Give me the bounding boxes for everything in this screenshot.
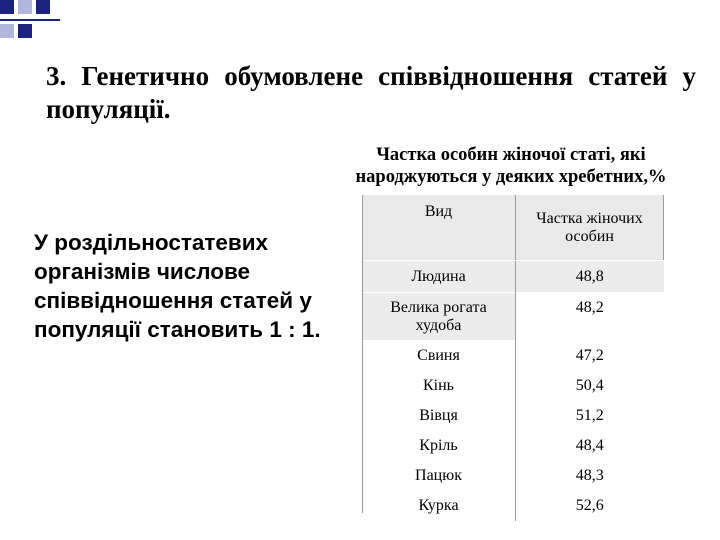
table-left-border — [362, 195, 363, 513]
table-row — [362, 461, 664, 491]
value-cell: 48,3 — [516, 461, 664, 491]
value-cell: 48,8 — [516, 261, 664, 293]
species-cell: Кінь — [362, 371, 516, 401]
table-row — [362, 431, 664, 461]
value-cell: 52,6 — [516, 491, 664, 521]
value-cell: 50,4 — [516, 371, 664, 401]
table-row — [362, 261, 664, 293]
species-cell: Свиня — [362, 341, 516, 371]
decor-square-dark — [0, 0, 14, 14]
species-cell: Велика рогата худоба — [362, 293, 516, 341]
table-row — [362, 401, 664, 431]
sex-ratio-table — [362, 195, 664, 521]
decor-square-light — [0, 24, 14, 38]
table-caption: Частка особин жіночої статі, які народжуються у деяких хребетних,% — [355, 145, 667, 187]
header-female-share: Частка жіночих особин — [516, 195, 664, 261]
slide-title: 3. Генетично обумовлене співвідношення статей у популяції. — [46, 61, 696, 124]
table-row — [362, 491, 664, 521]
decor-line — [0, 19, 60, 21]
species-cell: Пацюк — [362, 461, 516, 491]
table-row — [362, 293, 664, 341]
species-cell: Курка — [362, 491, 516, 521]
corner-decoration — [0, 0, 60, 44]
species-cell: Вівця — [362, 401, 516, 431]
species-cell: Кріль — [362, 431, 516, 461]
decor-square-dark — [36, 0, 50, 14]
value-cell: 48,2 — [516, 293, 664, 341]
header-species: Вид — [362, 195, 516, 261]
table-header-row — [362, 195, 664, 261]
table-row — [362, 341, 664, 371]
decor-square-dark — [18, 24, 32, 38]
value-cell: 47,2 — [516, 341, 664, 371]
decor-square-light — [18, 0, 32, 14]
species-cell: Людина — [362, 261, 516, 293]
value-cell: 48,4 — [516, 431, 664, 461]
table-row — [362, 371, 664, 401]
side-text: У роздільностатевих організмів числове співвідношення статей у популяції становить 1 : 1. — [34, 230, 321, 342]
value-cell: 51,2 — [516, 401, 664, 431]
